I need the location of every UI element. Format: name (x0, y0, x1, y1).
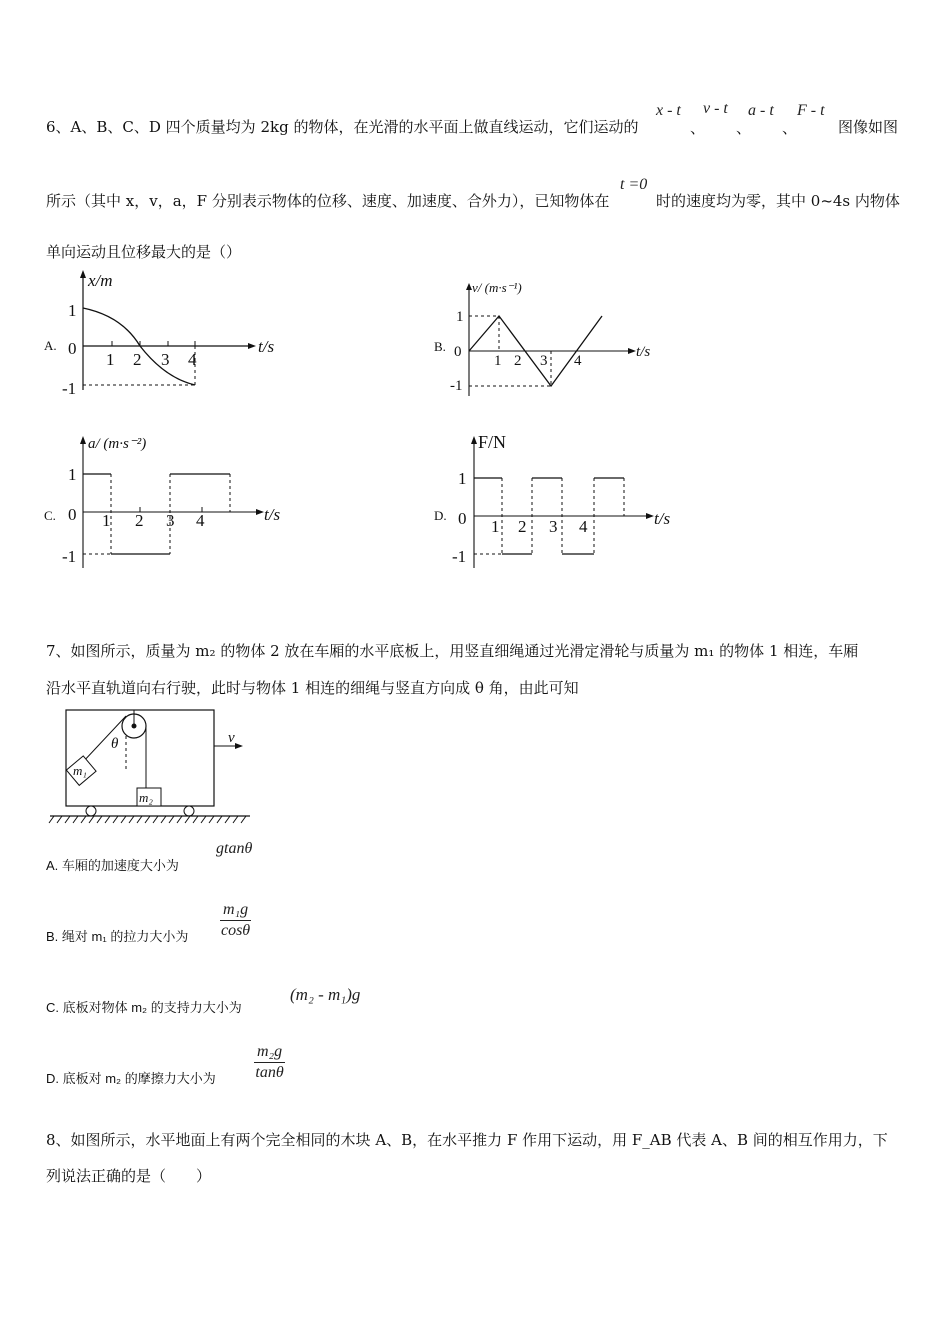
graph-a-tick-1: 1 (106, 350, 115, 369)
graph-a-tick-3: 3 (161, 350, 170, 369)
graph-c-ylabel: a/ (m·s⁻²) (88, 436, 147, 452)
graph-c (40, 432, 300, 572)
q7-m2-label: m₂ (139, 790, 153, 805)
graph-a-tick-2: 2 (133, 350, 142, 369)
q6-line1-prefix: 6、A、B、C、D 四个质量均为 2kg 的物体，在光滑的水平面上做直线运动，它们运动的 (46, 118, 639, 136)
graph-c-tick-1: 1 (102, 511, 111, 530)
graph-d-xlabel: t/s (654, 509, 671, 528)
q6-line3: 单向运动且位移最大的是（） (46, 243, 242, 261)
graph-b-tick-2: 2 (514, 353, 522, 369)
graph-c-tick-4: 4 (196, 511, 205, 530)
q6-line2-prefix: 所示（其中 x，v，a，F 分别表示物体的位移、速度、加速度、合外力），已知物体在 (46, 192, 610, 210)
math-v-t: v - t (703, 100, 728, 117)
q7-option-d[interactable] (46, 1068, 216, 1087)
graph-d-ylabel: F/N (478, 432, 507, 452)
math-x-t: x - t (656, 102, 681, 119)
graph-b-y1: 1 (456, 309, 464, 325)
q8-line1: 8、如图所示，水平地面上有两个完全相同的木块 A、B，在水平推力 F 作用下运动，用 F_AB 代表 A、B 间的相互作用力，下 (46, 1131, 888, 1149)
graph-b-origin: 0 (454, 344, 462, 360)
sep-1: 、 (690, 119, 706, 137)
graph-a-xlabel: t/s (258, 337, 275, 356)
q7-option-b-num: m₁g (220, 901, 251, 921)
q7-option-d-text: D. 底板对 m₂ 的摩擦力大小为 (46, 1071, 216, 1086)
q7-option-a[interactable] (46, 855, 179, 874)
math-F-t: F - t (797, 102, 825, 119)
sep-2: 、 (736, 119, 752, 137)
graph-d-tick-2: 2 (518, 517, 527, 536)
graph-b-ylabel: v/ (m·s⁻¹) (472, 280, 522, 295)
q7-line2: 沿水平直轨道向右行驶，此时与物体 1 相连的细绳与竖直方向成 θ 角，由此可知 (46, 679, 579, 697)
graph-c-option-label: C. (44, 508, 56, 523)
graph-a-tick-4: 4 (188, 350, 197, 369)
q7-velocity: v (228, 730, 235, 746)
q7-theta: θ (111, 736, 119, 752)
graph-d-y1: 1 (458, 469, 467, 488)
graph-c-tick-2: 2 (135, 511, 144, 530)
q7-option-b[interactable] (46, 926, 188, 945)
graph-c-xlabel: t/s (264, 505, 281, 524)
q7-option-a-math: gtanθ (216, 840, 253, 857)
q6-line1 (46, 116, 638, 137)
graph-b-option-label: B. (434, 339, 446, 354)
graph-a-origin: 0 (68, 339, 77, 358)
graph-d-tick-4: 4 (579, 517, 588, 536)
graph-a-y1: 1 (68, 301, 77, 320)
graph-d-tick-3: 3 (549, 517, 558, 536)
graph-b-xlabel: t/s (636, 344, 651, 360)
q7-line1: 7、如图所示，质量为 m₂ 的物体 2 放在车厢的水平底板上，用竖直细绳通过光滑定滑轮与质量为 m₁ 的物体 1 相连，车厢 (46, 642, 859, 660)
q7-option-a-text: A. 车厢的加速度大小为 (46, 858, 179, 873)
graph-b-ym1: -1 (450, 378, 463, 394)
q7-option-b-fraction (220, 901, 251, 940)
math-a-t: a - t (748, 102, 774, 119)
graph-a (40, 268, 300, 398)
graph-a-option-label: A. (44, 338, 57, 353)
graph-d-ym1: -1 (452, 547, 467, 566)
graph-b-tick-4: 4 (574, 353, 582, 369)
graph-b-tick-3: 3 (540, 353, 548, 369)
q7-option-d-den: tanθ (255, 1064, 284, 1081)
graph-d-origin: 0 (458, 509, 467, 528)
sep-3: 、 (782, 119, 798, 137)
q7-option-b-den: cosθ (220, 922, 251, 939)
q7-option-c-math: (m₂ - m₁)g (290, 985, 361, 1004)
graph-d-tick-1: 1 (491, 517, 500, 536)
q7-option-d-fraction (254, 1043, 285, 1082)
q7-option-b-text: B. 绳对 m₁ 的拉力大小为 (46, 929, 189, 944)
graph-d-option-label: D. (434, 508, 447, 523)
graph-d (432, 432, 692, 572)
q7-option-c-text: C. 底板对物体 m₂ 的支持力大小为 (46, 1000, 242, 1015)
graph-a-ym1: -1 (62, 379, 77, 398)
math-t-equals-0: t =0 (620, 176, 648, 193)
q8-line2: 列说法正确的是（ ） (46, 1167, 212, 1185)
graph-b (432, 278, 672, 398)
q7-option-d-num: m₂g (254, 1043, 285, 1063)
q7-option-c[interactable] (46, 997, 242, 1016)
graph-b-tick-1: 1 (494, 353, 502, 369)
q6-line2-suffix: 时的速度均为零，其中 0~4s 内物体 (656, 192, 900, 210)
graph-a-ylabel: x/m (88, 271, 113, 290)
graph-c-origin: 0 (68, 505, 77, 524)
q7-m1-label: m₁ (73, 763, 87, 778)
q6-line1-suffix: 图像如图 (838, 118, 899, 136)
q7-figure (46, 708, 266, 828)
graph-c-ym1: -1 (62, 547, 77, 566)
graph-c-tick-3: 3 (166, 511, 175, 530)
graph-c-y1: 1 (68, 465, 77, 484)
